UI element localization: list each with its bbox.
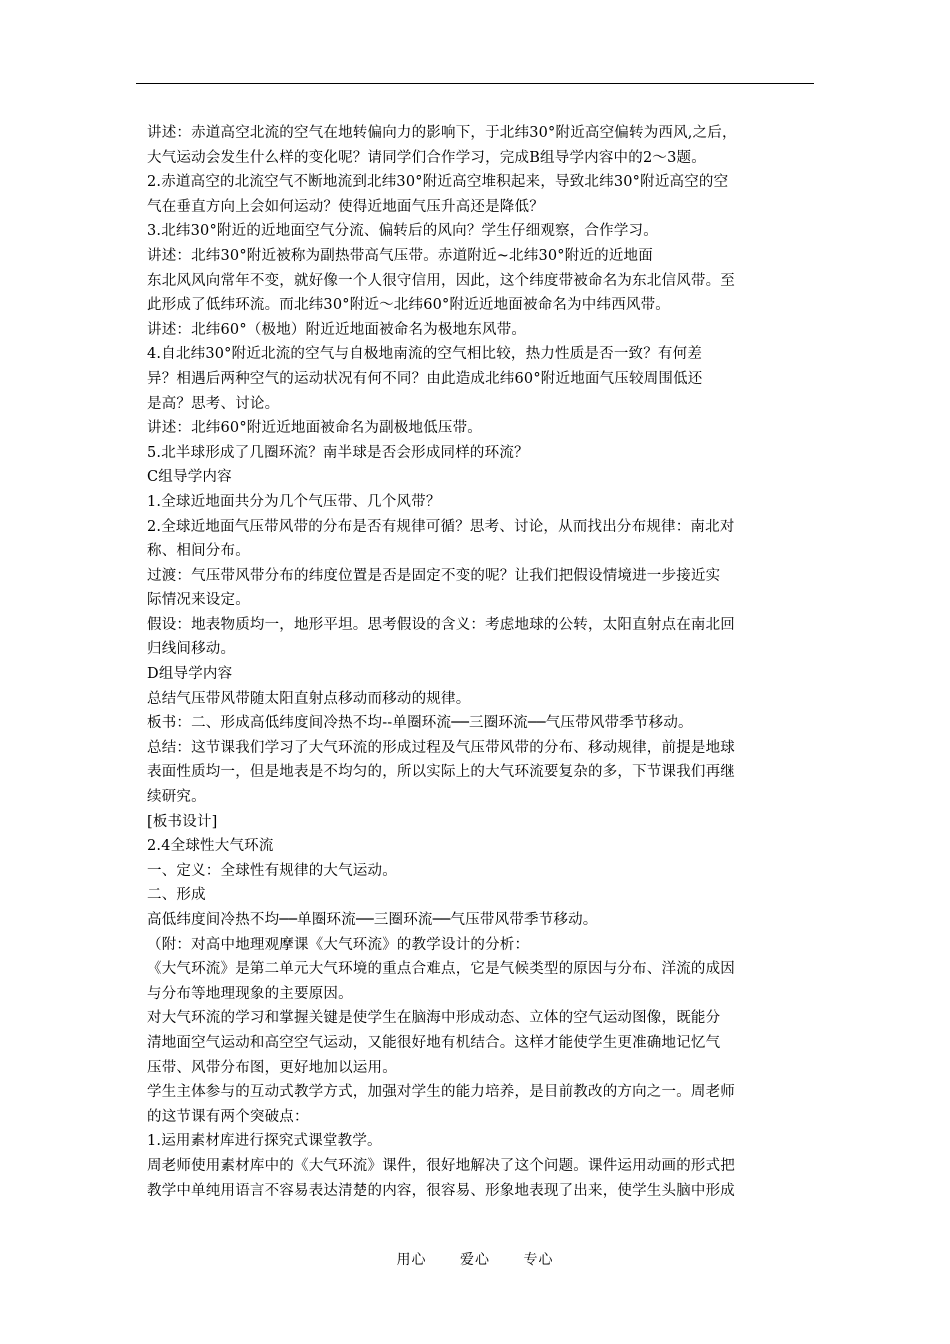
text-line: 异？相遇后两种空气的运动状况有何不同？由此造成北纬60°附近地面气压较周围低还 [147, 370, 703, 387]
text-line: 是高？思考、讨论。 [147, 395, 280, 412]
text-line: 假设：地表物质均一，地形平坦。思考假设的含义：考虑地球的公转，太阳直射点在南北回 [147, 616, 735, 633]
text-line: 与分布等地理现象的主要原因。 [147, 985, 353, 1002]
text-line: 教学中单纯用语言不容易表达清楚的内容，很容易、形象地表现了出来，使学生头脑中形成 [147, 1182, 735, 1199]
text-line: 学生主体参与的互动式教学方式，加强对学生的能力培养，是目前教改的方向之一。周老师 [147, 1084, 735, 1101]
text-line: 际情况来设定。 [147, 592, 250, 609]
text-line: [板书设计] [147, 813, 218, 830]
text-line: 压带、风带分布图，更好地加以运用。 [147, 1059, 397, 1076]
text-line: （附：对高中地理观摩课《大气环流》的教学设计的分析： [147, 936, 530, 953]
text-line: 板书：二、形成高低纬度间冷热不均--单圈环流──三圈环流──气压带风带季节移动。 [147, 715, 693, 732]
text-line: 总结：这节课我们学习了大气环流的形成过程及气压带风带的分布、移动规律，前提是地球 [147, 739, 735, 756]
text-line: 的这节课有两个突破点： [147, 1108, 309, 1125]
text-line: 讲述：北纬60°（极地）附近近地面被命名为极地东风带。 [147, 321, 527, 338]
footer-word-1: 用心 [396, 1252, 427, 1268]
text-line: 2.全球近地面气压带风带的分布是否有规律可循？思考、讨论，从而找出分布规律：南北对 [147, 518, 735, 535]
text-line: 气在垂直方向上会如何运动？使得近地面气压升高还是降低？ [147, 198, 544, 215]
text-line: 表面性质均一，但是地表是不均匀的，所以实际上的大气环流要复杂的多，下节课我们再继 [147, 764, 735, 781]
text-line: 讲述：赤道高空北流的空气在地转偏向力的影响下，于北纬30°附近高空偏转为西风,之后， [147, 125, 737, 141]
text-line: 续研究。 [147, 789, 206, 806]
text-line: 过渡：气压带风带分布的纬度位置是否是固定不变的呢？让我们把假设情境进一步接近实 [147, 567, 721, 584]
text-line: 此形成了低纬环流。而北纬30°附近～北纬60°附近近地面被命名为中纬西风带。 [147, 297, 670, 314]
text-line: 一、定义：全球性有规律的大气运动。 [147, 862, 397, 879]
text-line: 大气运动会发生什么样的变化呢？请同学们合作学习，完成B组导学内容中的2～3题。 [147, 149, 706, 166]
text-line: 归线间移动。 [147, 641, 236, 658]
header-rule [136, 83, 814, 84]
text-line: 清地面空气运动和高空空气运动，又能很好地有机结合。这样才能使学生更准确地记忆气 [147, 1034, 721, 1051]
text-line: 3.北纬30°附近的近地面空气分流、偏转后的风向？学生仔细观察，合作学习。 [147, 223, 658, 240]
text-line: C组导学内容 [147, 469, 232, 486]
document-body [147, 121, 807, 1203]
text-line: 讲述：北纬60°附近近地面被命名为副极地低压带。 [147, 420, 482, 437]
text-line: 《大气环流》是第二单元大气环境的重点合难点，它是气候类型的原因与分布、洋流的成因 [147, 961, 735, 978]
text-line: 二、形成 [147, 887, 206, 904]
page-footer [0, 1249, 950, 1269]
text-line: 2.4全球性大气环流 [147, 838, 274, 855]
footer-word-3: 专心 [523, 1252, 554, 1268]
text-line: 4.自北纬30°附近北流的空气与自极地南流的空气相比较，热力性质是否一致？有何差 [147, 346, 703, 363]
text-line: 称、相间分布。 [147, 543, 250, 560]
text-line: 高低纬度间冷热不均──单圈环流──三圈环流──气压带风带季节移动。 [147, 912, 598, 928]
text-line: 1.全球近地面共分为几个气压带、几个风带？ [147, 493, 441, 510]
text-line: 5.北半球形成了几圈环流？南半球是否会形成同样的环流？ [147, 444, 529, 461]
text-line: 2.赤道高空的北流空气不断地流到北纬30°附近高空堆积起来，导致北纬30°附近高空的空 [147, 174, 729, 191]
text-line: 周老师使用素材库中的《大气环流》课件，很好地解决了这个问题。课件运用动画的形式把 [147, 1157, 735, 1174]
text-line: D组导学内容 [147, 666, 233, 683]
text-line: 总结气压带风带随太阳直射点移动而移动的规律。 [147, 690, 471, 707]
text-line: 东北风风向常年不变，就好像一个人很守信用，因此，这个纬度带被命名为东北信风带。至 [147, 272, 735, 289]
text-line: 1.运用素材库进行探究式课堂教学。 [147, 1133, 382, 1150]
text-line: 对大气环流的学习和掌握关键是使学生在脑海中形成动态、立体的空气运动图像，既能分 [147, 1010, 721, 1027]
footer-word-2: 爱心 [460, 1252, 490, 1268]
text-line: 讲述：北纬30°附近被称为副热带高气压带。赤道附近~北纬30°附近的近地面 [147, 247, 653, 264]
